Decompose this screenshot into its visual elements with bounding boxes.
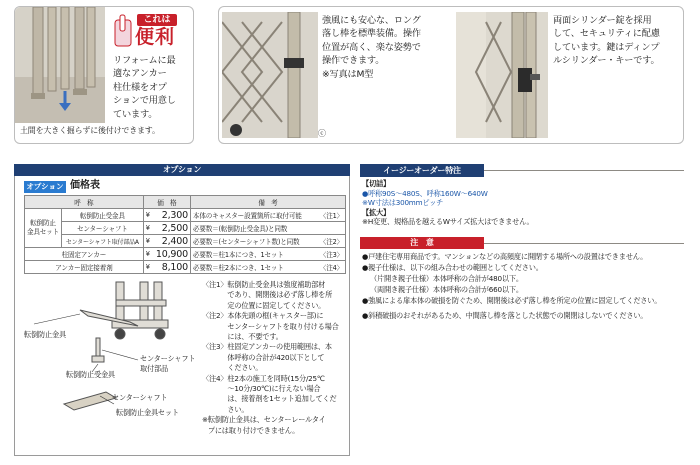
note-line: 〜10分/30℃)に行えない場合 <box>227 384 321 394</box>
item-note: 必要数＝(転倒防止受金具)と同数 <box>190 222 317 235</box>
caution-rule <box>484 243 684 244</box>
col-price-header: 価 格 <box>143 196 190 209</box>
item-name: 柱固定アンカー <box>25 248 144 261</box>
item-note-ref <box>318 222 346 235</box>
option-tag: オプション <box>24 181 66 193</box>
table-row <box>25 248 346 261</box>
note-body <box>227 311 338 342</box>
item-price: 10,900 <box>154 248 191 261</box>
drop-rod-line: ※写真はM型 <box>322 68 374 80</box>
item-name: アンカー固定接着剤 <box>25 261 144 274</box>
drop-rod-line: 位置が高く、楽な姿勢で <box>322 41 421 53</box>
diagram-label: 転倒防止金具 <box>24 330 66 339</box>
caution-line: ●斜積破損のおそれがあるため、中間落し棒を落とした状態での開閉はしないでください。 <box>362 311 648 320</box>
item-note: 必要数＝(センターシャフト数)と同数 <box>190 235 317 248</box>
lock-line: しています。鍵はディンプ <box>553 41 660 53</box>
note <box>202 280 348 311</box>
item-name: センターシャフト <box>61 222 143 235</box>
table-row <box>25 209 346 222</box>
desc-line: 柱仕様をオプ <box>113 81 167 93</box>
note <box>202 415 348 436</box>
caution-header: 注 意 <box>360 237 484 249</box>
item-price: 8,100 <box>154 261 191 274</box>
drop-rod-line: 操作できます。 <box>322 55 385 67</box>
note-head: ※ <box>202 415 208 425</box>
cut-title: 【切詰】 <box>362 179 390 188</box>
diagram-label: 転倒防止金具セット <box>116 408 179 417</box>
caution-line: ●戸建住宅専用商品です。マンションなどの高頻度に開閉する場所への設置はできません。 <box>362 252 648 261</box>
drop-rod-photo <box>222 12 318 138</box>
cylinder-lock-illustration <box>456 12 548 138</box>
diagram-label: 転倒防止受金具 <box>66 370 115 379</box>
note-head: 〈注2〉 <box>202 311 228 321</box>
item-note-ref: 〈注2〉 <box>318 235 346 248</box>
anchor-post-illustration <box>15 7 105 123</box>
item-name: 転倒防止受金具 <box>61 209 143 222</box>
expand-title: 【拡大】 <box>362 207 390 217</box>
copyright-mark: ⓒ <box>318 129 326 138</box>
pointing-hand-icon <box>113 14 133 48</box>
lock-line: して、セキュリティに配慮 <box>553 28 660 40</box>
notes-block <box>202 280 348 436</box>
drop-rod-line: 落し棒を標準装備。操作 <box>322 28 421 40</box>
drop-rod-text <box>322 14 452 81</box>
desc-line: 適なアンカー <box>113 68 167 80</box>
yen-symbol: ¥ <box>143 248 154 261</box>
diagram-label: センターシャフト <box>140 354 196 363</box>
note-line: 柱固定アンカーの使用範囲は、本 <box>227 342 332 352</box>
caution-body <box>362 251 684 321</box>
note-line: 柱2本の施工を同時(15分/25℃ <box>227 373 325 383</box>
table-row <box>25 222 346 235</box>
price-table-title: 価格表 <box>70 180 100 191</box>
item-note: 本体のキャスター設置箇所に取付可能 <box>190 209 317 222</box>
item-price: 2,500 <box>154 222 191 235</box>
drop-rod-line: 強風にも安心な、ロング <box>322 15 421 26</box>
easy-order-header: イージーオーダー特注 <box>360 164 484 177</box>
note-line: 転倒防止受金具は強度補助部材 <box>227 280 326 289</box>
diagram-label: 取付部品 <box>140 364 168 373</box>
caution-line: （両開き親子仕様）本体呼称の合計が660以下。 <box>370 285 523 294</box>
group-label-line: 転倒防止 <box>30 219 56 227</box>
note-head: 〈注3〉 <box>202 342 228 352</box>
price-table <box>24 195 346 274</box>
note-line: は、接着剤を1セット追加してくだ <box>227 394 337 404</box>
yen-symbol: ¥ <box>143 222 154 235</box>
group-label-line: 金具セット <box>27 228 59 236</box>
yen-symbol: ¥ <box>143 261 154 274</box>
options-header: オプション <box>14 164 350 176</box>
badge-main: 便利 <box>135 26 176 48</box>
easy-order-body <box>362 179 684 227</box>
note <box>202 374 348 416</box>
item-price: 2,400 <box>154 235 191 248</box>
note-line: プには取り付けできません。 <box>207 425 300 435</box>
note-line: 体呼称の合計が420以下として <box>227 352 325 362</box>
yen-symbol: ¥ <box>143 209 154 222</box>
expand-line: ※H変更、規格品を越えるWサイズ拡大はできません。 <box>362 217 534 227</box>
note-line: 定の位置に固定してください。 <box>227 300 326 310</box>
desc-line: ションで用意し <box>113 95 176 107</box>
convenience-badge <box>113 14 183 50</box>
badge-top: これは <box>137 14 177 26</box>
anchor-post-photo <box>15 7 105 123</box>
note-line: であり、開閉後は必ず落し棒を所 <box>227 290 333 300</box>
caution-line: （片開き親子仕様）本体呼称の合計が480以下。 <box>370 274 523 283</box>
easy-order-rule <box>484 170 684 171</box>
note-head: 〈注1〉 <box>202 280 228 289</box>
group-label <box>25 209 62 248</box>
lock-line: ルシリンダー・キーです。 <box>553 55 660 67</box>
diagram-label: センターシャフト <box>112 393 168 402</box>
note-line: には、不要です。 <box>227 332 283 342</box>
anchor-caption: 土間を大きく掘らずに後付けできます。 <box>20 126 160 135</box>
note-body <box>227 342 332 373</box>
item-note: 必要数＝柱1本につき、1セット <box>190 248 317 261</box>
desc-line: ています。 <box>113 108 158 120</box>
table-row <box>25 261 346 274</box>
col-name-header: 呼 称 <box>25 196 144 209</box>
cylinder-lock-photo <box>456 12 548 138</box>
anchor-description <box>113 54 193 121</box>
note-head: 〈注4〉 <box>202 373 228 383</box>
note-line: ください。 <box>227 363 263 373</box>
drop-rod-illustration <box>222 12 318 138</box>
cut-line: ※W寸法は300mmピッチ <box>362 198 444 208</box>
note-body <box>227 280 332 311</box>
caution-line: ●強風による扉本体の破損を防ぐため、開閉後は必ず落し棒を所定の位置に固定してください。 <box>362 296 662 305</box>
table-row <box>25 235 346 248</box>
note <box>202 342 348 373</box>
note-line: 本体先頭の框(キャスター部)に <box>227 311 324 321</box>
cylinder-lock-text <box>553 14 683 68</box>
item-name: センターシャフト取付部品A <box>61 235 143 248</box>
note-body <box>208 415 326 436</box>
item-note-ref: 〈注4〉 <box>318 261 346 274</box>
yen-symbol: ¥ <box>143 235 154 248</box>
desc-line: リフォームに最 <box>113 55 176 66</box>
col-note-header: 備 考 <box>190 196 345 209</box>
table-header-row <box>25 196 346 209</box>
item-note-ref: 〈注3〉 <box>318 248 346 261</box>
item-note: 必要数＝柱2本につき、1セット <box>190 261 317 274</box>
note-line: センターシャフトを取り付ける場合 <box>227 321 339 331</box>
item-note-ref: 〈注1〉 <box>318 209 346 222</box>
note-body <box>227 374 336 416</box>
note-line: 転倒防止金具は、センターレールタイ <box>207 415 326 425</box>
note <box>202 311 348 342</box>
lock-line: 両面シリンダー錠を採用 <box>553 15 652 26</box>
note-line: さい。 <box>227 404 249 414</box>
caution-line: ●親子仕様は、以下の組み合わせの範囲としてください。 <box>362 263 543 272</box>
cut-line: ●呼称90S〜480S、呼称160W〜640W <box>362 188 488 198</box>
item-price: 2,300 <box>154 209 191 222</box>
